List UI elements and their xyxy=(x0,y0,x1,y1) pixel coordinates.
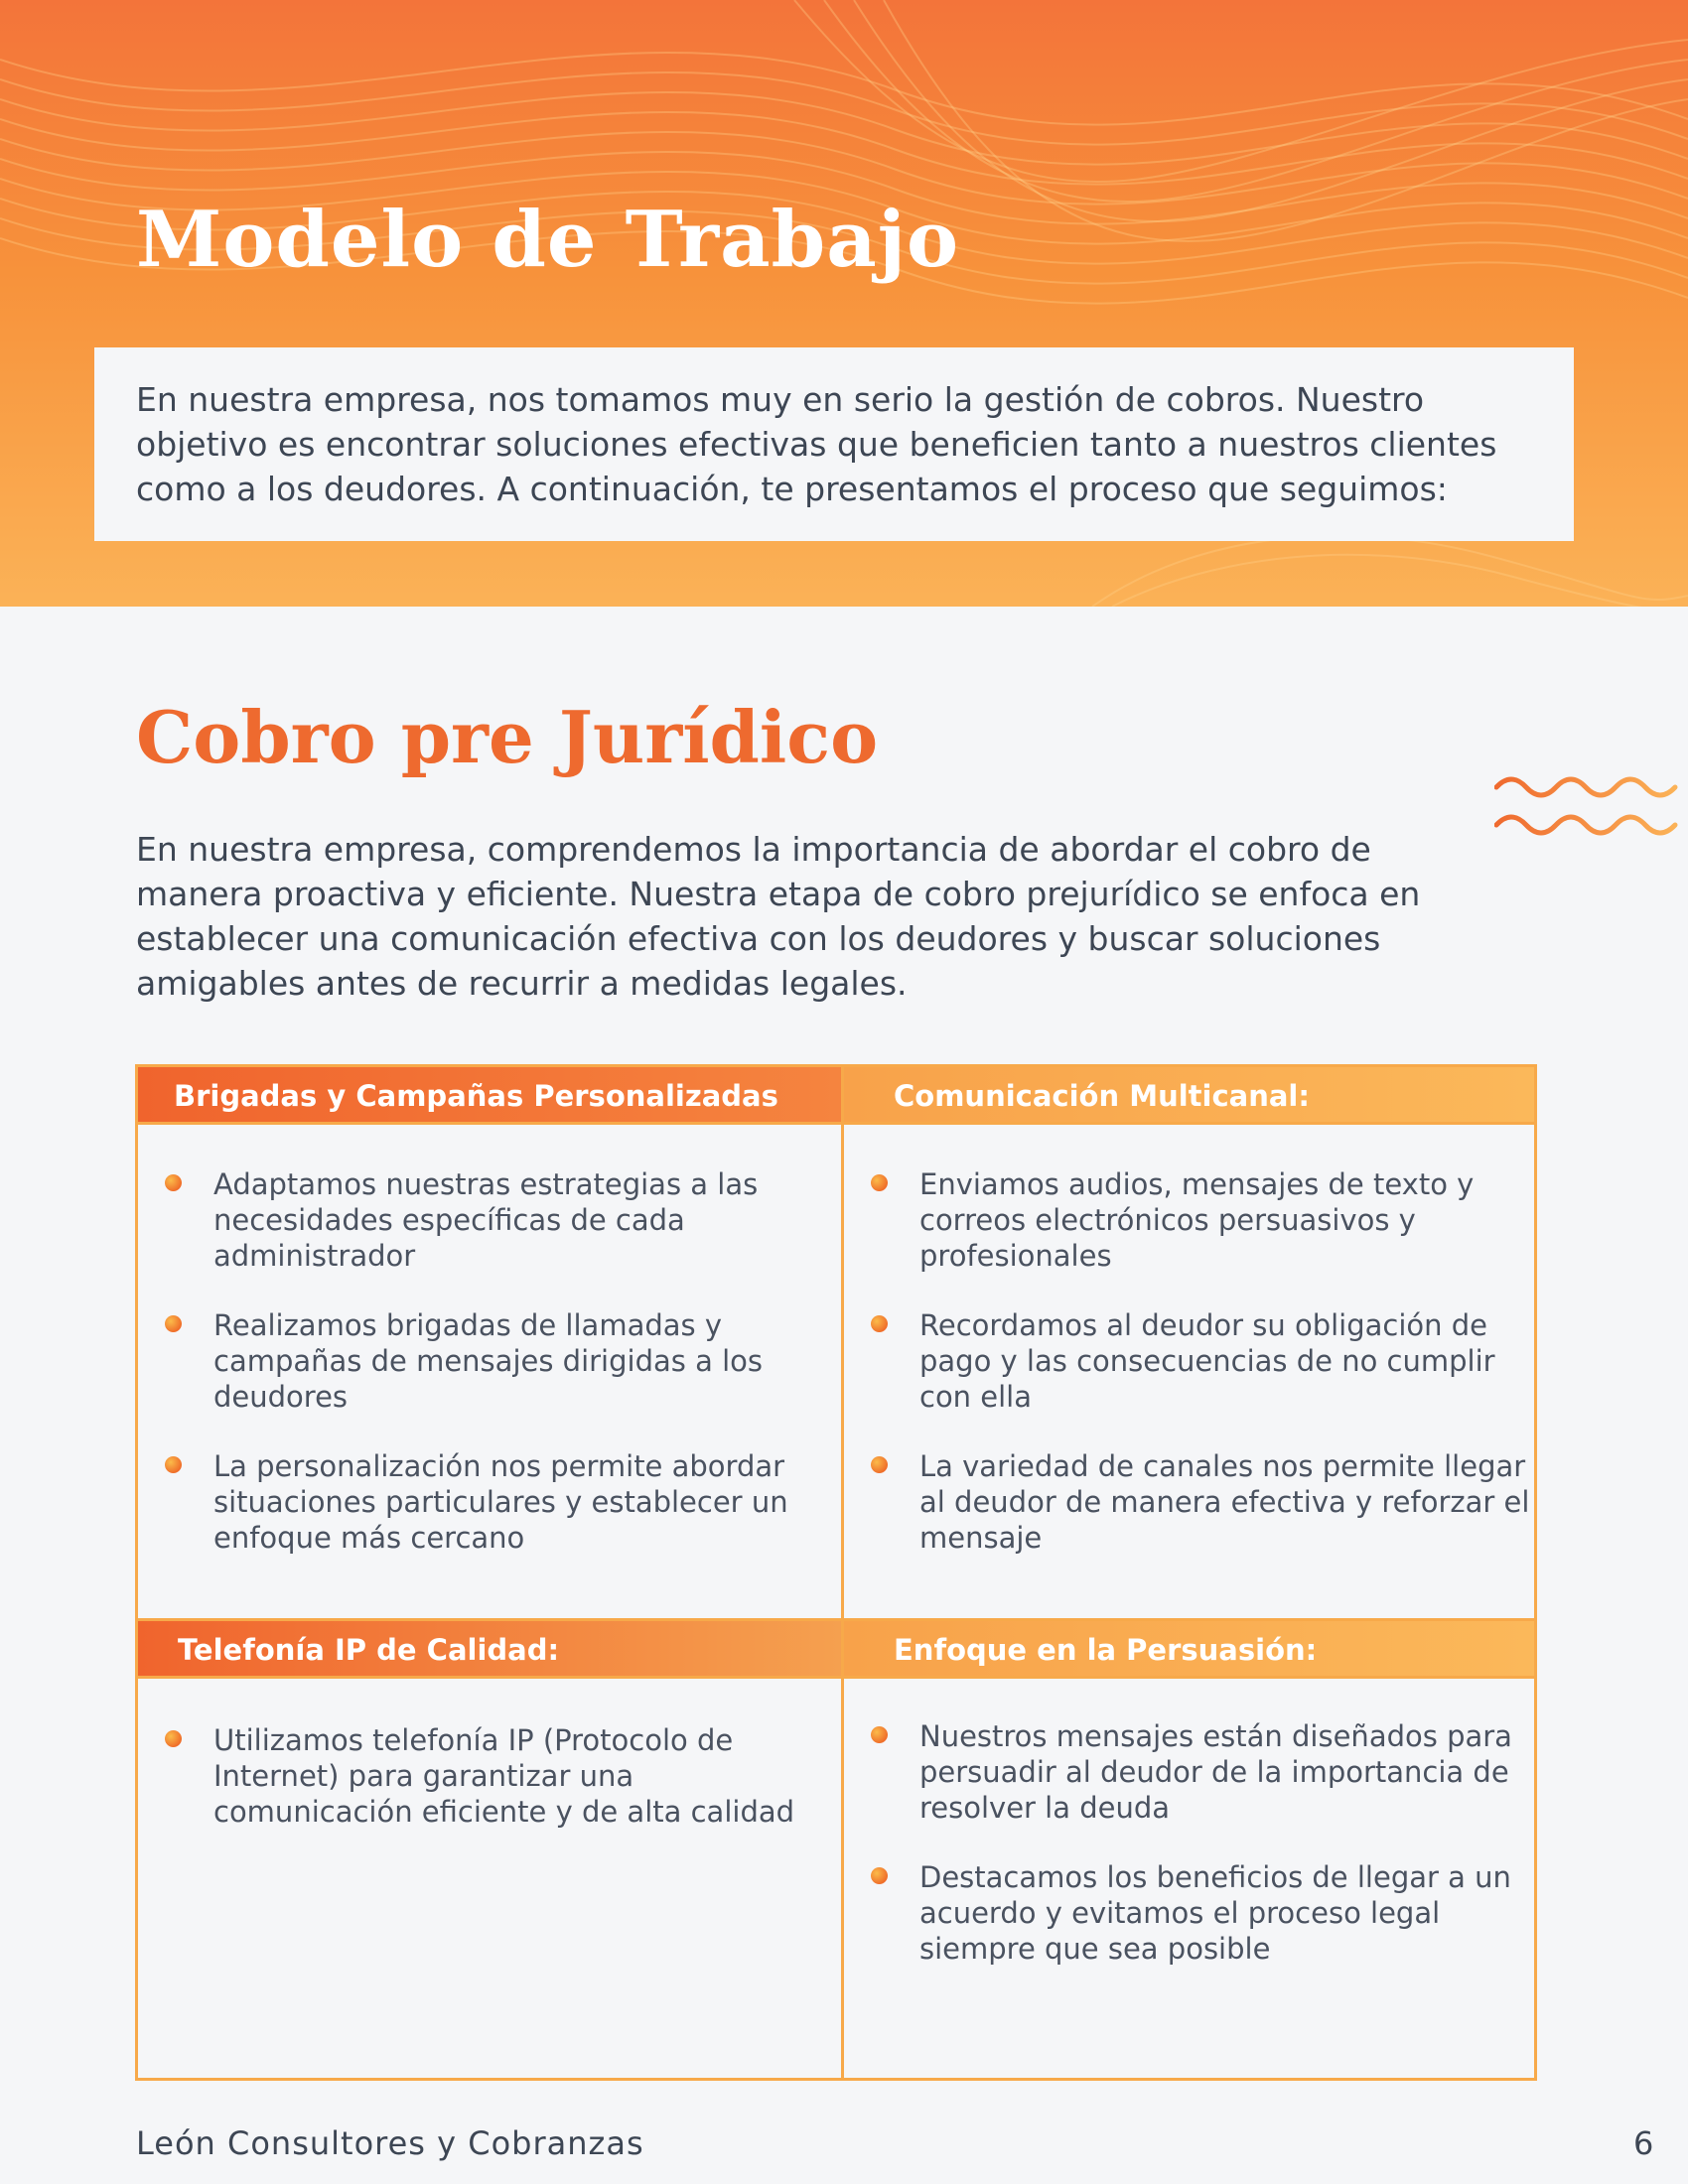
list-item xyxy=(844,1307,1534,1415)
list-item-text: Realizamos brigadas de llamadas y campañas de mensajes dirigidas a los deudores xyxy=(213,1308,763,1414)
list-item xyxy=(138,1307,823,1415)
bullet-dot-icon xyxy=(165,1730,182,1747)
page-title: Modelo de Trabajo xyxy=(136,195,959,285)
card-heading-persuasion: Enfoque en la Persuasión: xyxy=(844,1621,1534,1679)
list-item xyxy=(844,1859,1534,1967)
hero-banner xyxy=(0,0,1688,607)
intro-text: En nuestra empresa, nos tomamos muy en serio la gestión de cobros. Nuestro objetivo es encontrar soluciones efectivas que beneficien tanto a nuestros clientes como a los deudores. A continuación, te presentamos el proceso que seguimos: xyxy=(136,380,1497,508)
page-number: 6 xyxy=(1633,2124,1654,2162)
card-list-persuasion xyxy=(844,1718,1534,2000)
list-item-text: Nuestros mensajes están diseñados para persuadir al deudor de la importancia de resolver la deuda xyxy=(919,1719,1512,1825)
list-item xyxy=(844,1718,1534,1826)
list-item xyxy=(844,1166,1534,1274)
card-heading-brigadas: Brigadas y Campañas Personalizadas xyxy=(138,1067,841,1125)
card-heading-multicanal: Comunicación Multicanal: xyxy=(844,1067,1534,1125)
card-list-brigadas xyxy=(138,1166,823,1589)
card-list-multicanal xyxy=(844,1166,1534,1589)
services-grid xyxy=(135,1064,1537,2081)
list-item-text: Recordamos al deudor su obligación de pago y las consecuencias de no cumplir con ella xyxy=(919,1308,1495,1414)
bullet-dot-icon xyxy=(165,1315,182,1332)
bullet-dot-icon xyxy=(871,1174,888,1191)
bullet-dot-icon xyxy=(871,1726,888,1743)
section-text: En nuestra empresa, comprendemos la importancia de abordar el cobro de manera proactiva y eficiente. Nuestra etapa de cobro prejurídico se enfoca en establecer una comunicación efectiva con los deudores y buscar soluciones amigables antes de recurrir a medidas legales. xyxy=(136,830,1421,1003)
list-item-text: Enviamos audios, mensajes de texto y correos electrónicos persuasivos y profesionales xyxy=(919,1167,1475,1273)
card-list-telefonia xyxy=(138,1722,823,1863)
bullet-dot-icon xyxy=(165,1174,182,1191)
list-item xyxy=(138,1722,823,1830)
section-title: Cobro pre Jurídico xyxy=(136,695,879,779)
list-item-text: La personalización nos permite abordar situaciones particulares y establecer un enfoque más cercano xyxy=(213,1449,788,1555)
list-item xyxy=(138,1166,823,1274)
list-item-text: Destacamos los beneficios de llegar a un acuerdo y evitamos el proceso legal siempre que sea posible xyxy=(919,1860,1511,1966)
card-heading-telefonia: Telefonía IP de Calidad: xyxy=(138,1621,841,1679)
list-item-text: Adaptamos nuestras estrategias a las necesidades específicas de cada administrador xyxy=(213,1167,759,1273)
list-item-text: Utilizamos telefonía IP (Protocolo de Internet) para garantizar una comunicación eficiente y de alta calidad xyxy=(213,1723,795,1829)
footer-company: León Consultores y Cobranzas xyxy=(136,2124,644,2162)
bullet-dot-icon xyxy=(871,1315,888,1332)
bullet-dot-icon xyxy=(871,1867,888,1884)
squiggle-decoration xyxy=(1494,769,1688,849)
list-item xyxy=(844,1448,1534,1556)
list-item-text: La variedad de canales nos permite llegar al deudor de manera efectiva y reforzar el mensaje xyxy=(919,1449,1530,1555)
bullet-dot-icon xyxy=(871,1456,888,1473)
intro-box xyxy=(94,347,1574,541)
bullet-dot-icon xyxy=(165,1456,182,1473)
list-item xyxy=(138,1448,823,1556)
